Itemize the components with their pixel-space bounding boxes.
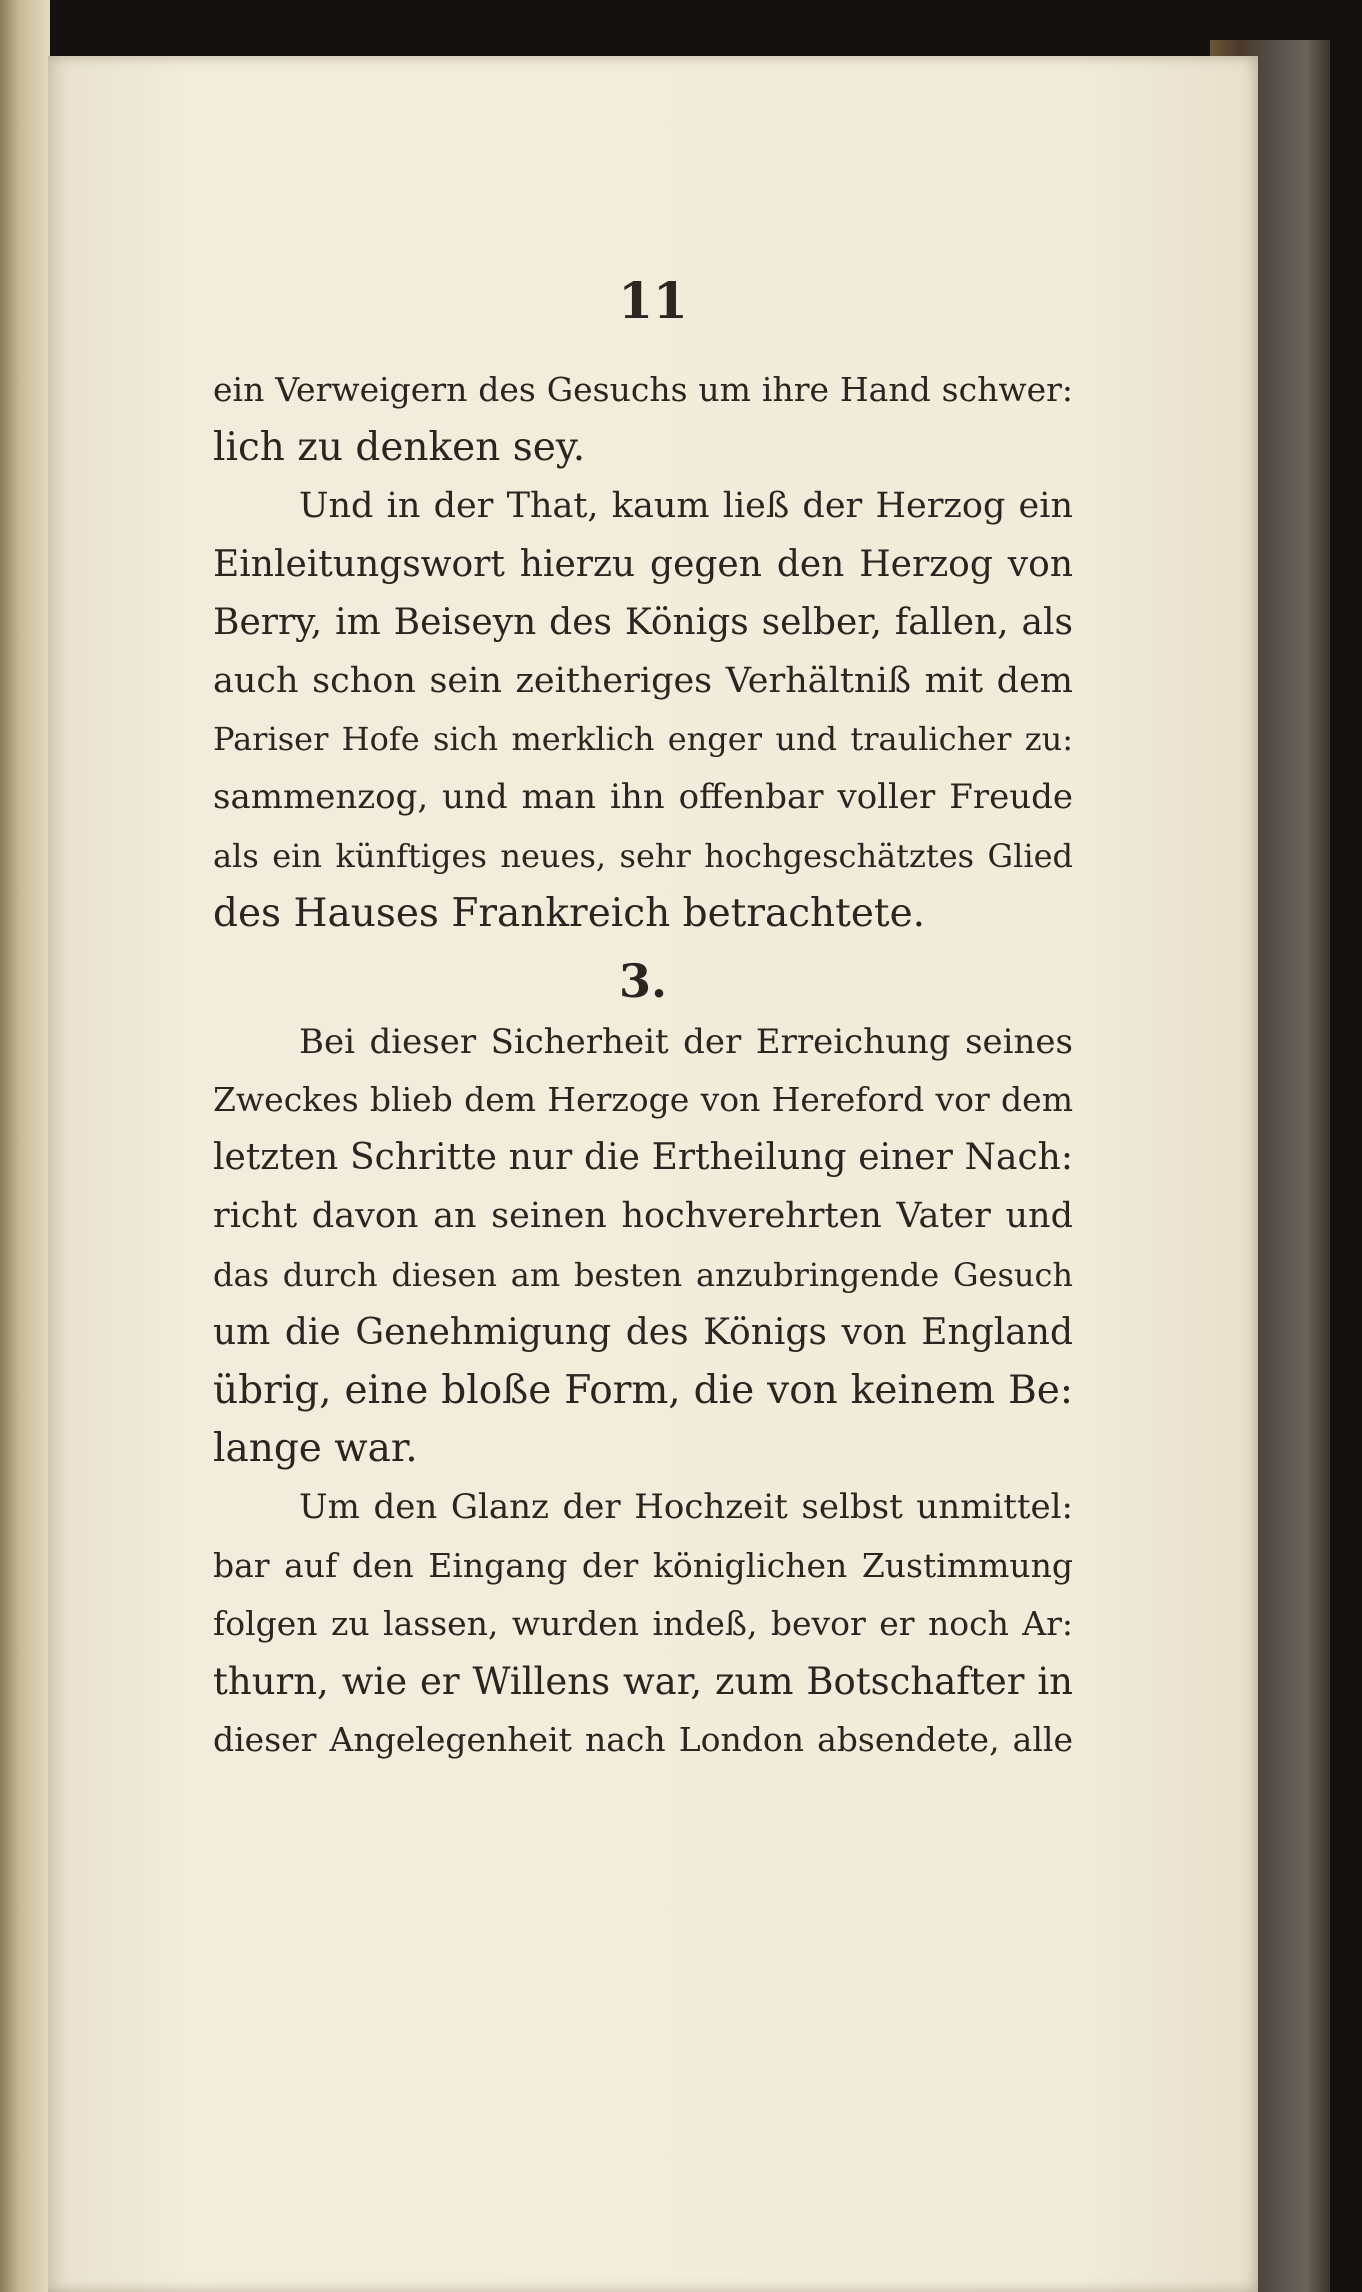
text-line: Zweckes blieb dem Herzoge von Hereford vor dem: [213, 1080, 1073, 1120]
book-page: [48, 56, 1258, 2292]
text-line: Pariser Hofe sich merklich enger und traulicher zu:: [213, 720, 1073, 759]
page-number: 11: [618, 271, 688, 330]
text-line: Um den Glanz der Hochzeit selbst unmittel:: [299, 1487, 1073, 1528]
text-line: richt davon an seinen hochverehrten Vater und: [213, 1196, 1073, 1237]
body-text: [213, 361, 1073, 1769]
facing-page-edge: [0, 0, 50, 2292]
text-line: übrig, eine bloße Form, die von keinem Be:: [213, 1368, 1073, 1413]
text-line: thurn, wie er Willens war, zum Botschafter in: [213, 1659, 1073, 1703]
text-line: Und in der That, kaum ließ der Herzog ein: [299, 486, 1073, 527]
section-number: 3.: [618, 953, 668, 1008]
text-line: des Hauses Frankreich betrachtete.: [213, 890, 926, 936]
text-line: lange war.: [213, 1426, 418, 1472]
text-line: sammenzog, und man ihn offenbar voller Freude: [213, 777, 1073, 818]
text-line: lich zu denken sey.: [213, 425, 586, 471]
text-line: um die Genehmigung des Königs von England: [213, 1311, 1073, 1353]
text-line: ein Verweigern des Gesuchs um ihre Hand schwer:: [213, 370, 1073, 409]
text-line: auch schon sein zeitheriges Verhältniß mit dem: [213, 660, 1073, 701]
text-line: Einleitungswort hierzu gegen den Herzog von: [213, 543, 1073, 585]
text-line: bar auf den Eingang der königlichen Zustimmung: [213, 1545, 1073, 1585]
text-line: letzten Schritte nur die Ertheilung einer Nach:: [213, 1137, 1073, 1179]
text-line: als ein künftiges neues, sehr hochgeschätztes Glied: [213, 836, 1073, 875]
text-line: dieser Angelegenheit nach London absendete, alle: [213, 1720, 1073, 1760]
text-line: folgen zu lassen, wurden indeß, bevor er noch Ar:: [213, 1603, 1073, 1643]
text-line: Bei dieser Sicherheit der Erreichung seines: [299, 1021, 1073, 1062]
text-line: das durch diesen am besten anzubringende Gesuch: [213, 1255, 1073, 1294]
text-line: Berry, im Beiseyn des Königs selber, fallen, als: [213, 601, 1073, 643]
